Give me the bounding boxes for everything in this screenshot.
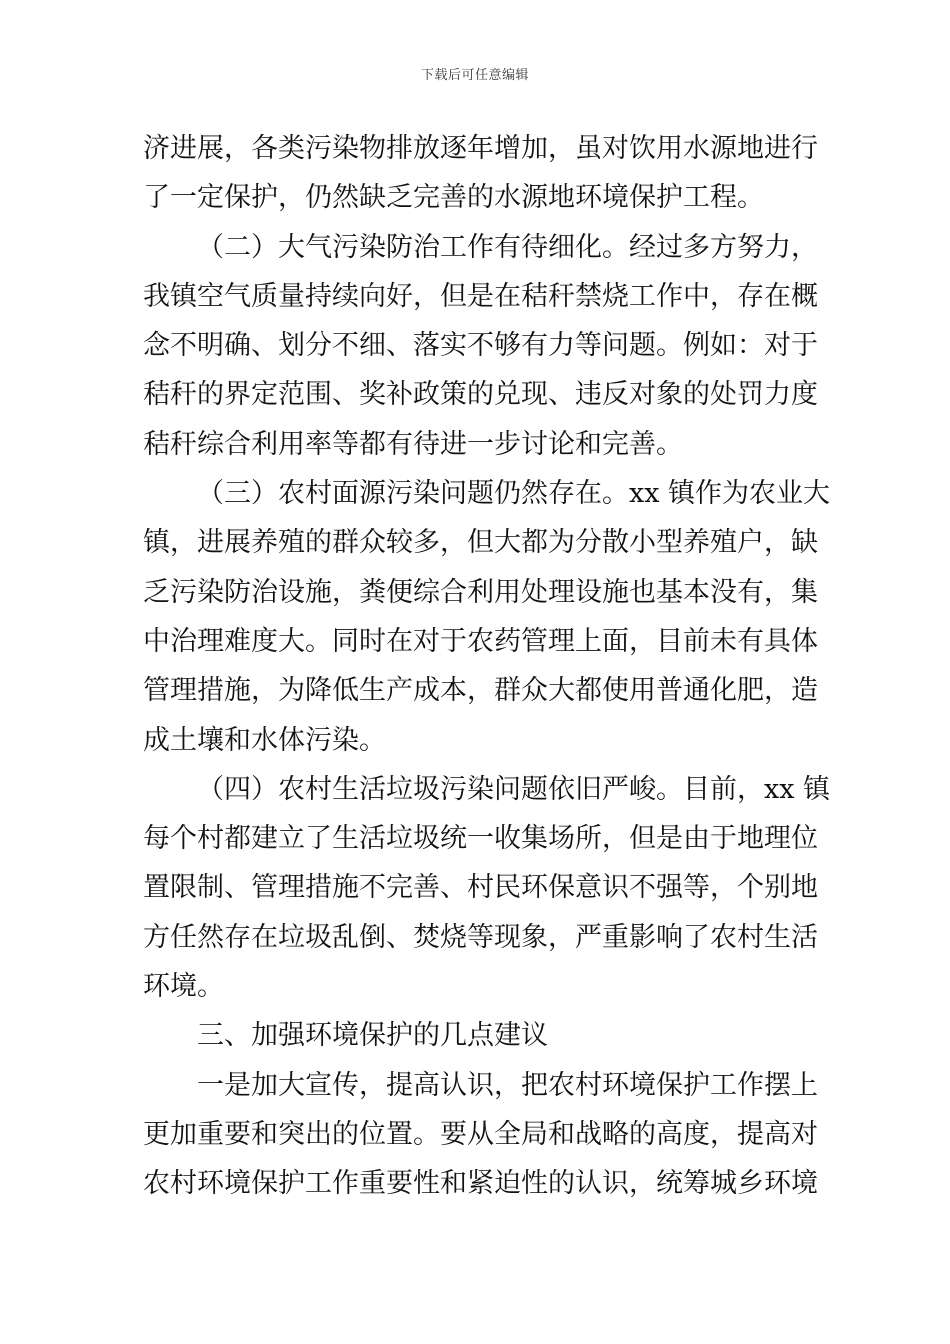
paragraph-line: （四）农村生活垃圾污染问题依旧严峻。目前，xx 镇 xyxy=(197,773,831,805)
paragraph-line: 念不明确、划分不细、落实不够有力等问题。例如：对于 xyxy=(143,330,818,362)
paragraph-line: 方任然存在垃圾乱倒、焚烧等现象，严重影响了农村生活 xyxy=(143,921,818,953)
paragraph-line: 我镇空气质量持续向好，但是在秸秆禁烧工作中，存在概 xyxy=(143,280,818,312)
document-body xyxy=(143,124,831,1209)
paragraph-line: 秸秆综合利用率等都有待进一步讨论和完善。 xyxy=(143,428,683,460)
paragraph-line: （三）农村面源污染问题仍然存在。xx 镇作为农业大 xyxy=(197,478,831,510)
paragraph-line: 了一定保护，仍然缺乏完善的水源地环境保护工程。 xyxy=(143,182,764,214)
paragraph-line: 置限制、管理措施不完善、村民环保意识不强等，个别地 xyxy=(143,872,818,904)
paragraph-line: 每个村都建立了生活垃圾统一收集场所，但是由于地理位 xyxy=(143,823,818,855)
paragraph-line: 秸秆的界定范围、奖补政策的兑现、违反对象的处罚力度 xyxy=(143,379,818,411)
page-header: 下载后可任意编辑 xyxy=(420,68,529,83)
paragraph-line: 三、加强环境保护的几点建议 xyxy=(197,1020,548,1052)
paragraph-line: 乏污染防治设施，粪便综合利用处理设施也基本没有，集 xyxy=(143,576,818,608)
paragraph-line: （二）大气污染防治工作有待细化。经过多方努力， xyxy=(197,231,818,263)
paragraph-line: 一是加大宣传，提高认识，把农村环境保护工作摆上 xyxy=(197,1069,818,1101)
paragraph-line: 成土壤和水体污染。 xyxy=(143,724,386,756)
paragraph-line: 农村环境保护工作重要性和紧迫性的认识，统筹城乡环境 xyxy=(143,1168,818,1200)
paragraph-line: 环境。 xyxy=(143,971,224,1003)
paragraph-line: 镇，进展养殖的群众较多，但大都为分散小型养殖户，缺 xyxy=(143,527,818,559)
paragraph-line: 管理措施，为降低生产成本，群众大都使用普通化肥，造 xyxy=(143,675,818,707)
paragraph-line: 中治理难度大。同时在对于农药管理上面，目前未有具体 xyxy=(143,625,818,657)
paragraph-line: 更加重要和突出的位置。要从全局和战略的高度，提高对 xyxy=(143,1118,818,1150)
paragraph-line: 济进展，各类污染物排放逐年增加，虽对饮用水源地进行 xyxy=(143,133,818,164)
